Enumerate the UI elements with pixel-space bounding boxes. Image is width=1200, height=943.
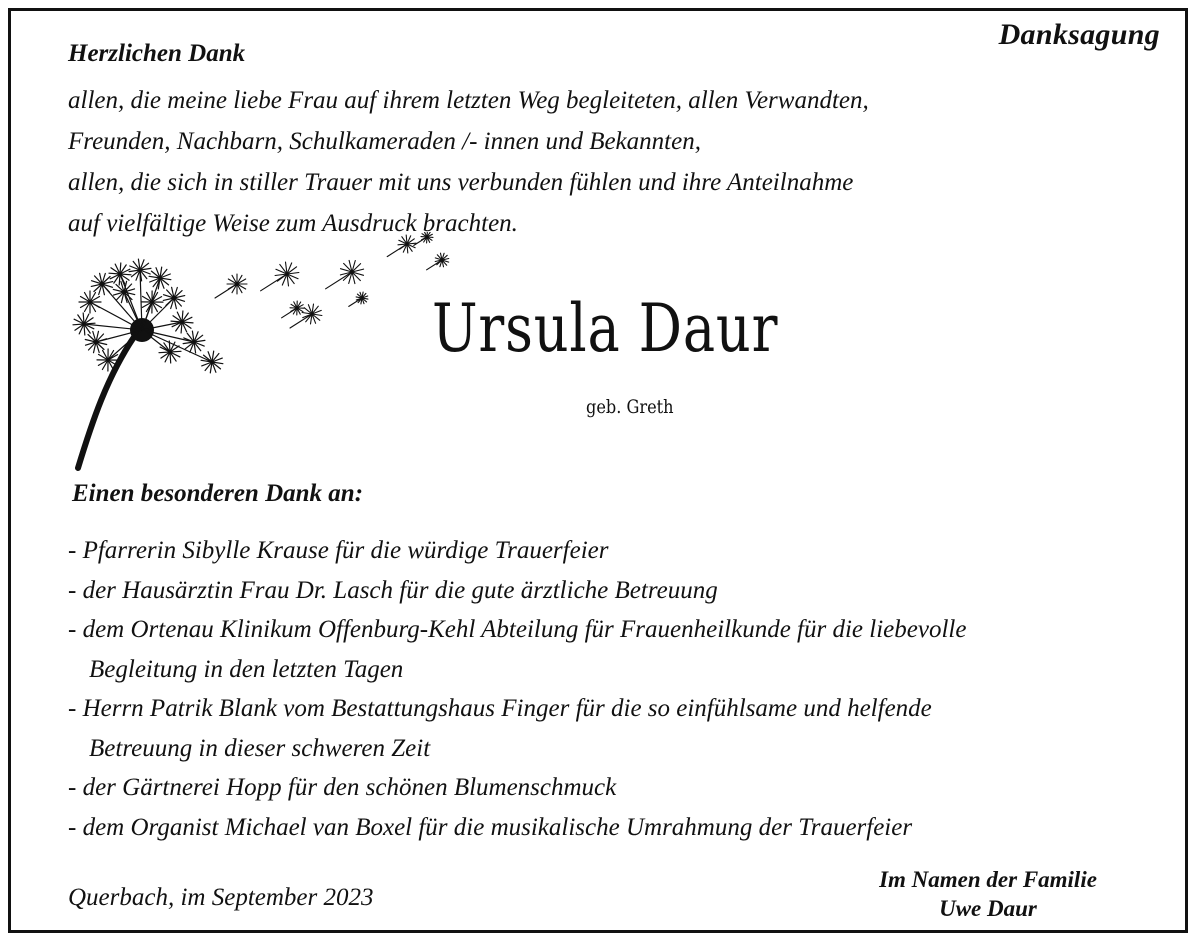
signature-line: Im Namen der Familie	[879, 867, 1097, 892]
intro-line: allen, die meine liebe Frau auf ihrem letzten Weg begleiteten, allen Verwandten,	[68, 87, 869, 114]
signature-name: Uwe Daur	[939, 896, 1037, 921]
place-date: Querbach, im September 2023	[68, 884, 374, 911]
deceased-name: Ursula Daur	[432, 290, 779, 367]
thanks-item-continuation: Betreuung in dieser schweren Zeit	[89, 734, 431, 762]
thanks-item: - der Hausärztin Frau Dr. Lasch für die gute ärztliche Betreuung	[68, 576, 718, 604]
thanks-item: - der Gärtnerei Hopp für den schönen Blumenschmuck	[68, 774, 617, 801]
intro-line: allen, die sich in stiller Trauer mit uns verbunden fühlen und ihre Anteilnahme	[68, 169, 854, 196]
special-thanks-heading: Einen besonderen Dank an:	[72, 480, 364, 507]
thanks-item: - dem Ortenau Klinikum Offenburg-Kehl Abteilung für Frauenheilkunde für die liebevolle	[68, 616, 967, 643]
intro-line: Freunden, Nachbarn, Schulkameraden /- innen und Bekannten,	[68, 128, 701, 155]
intro-text	[68, 80, 869, 244]
announcement-type: Danksagung	[998, 18, 1160, 51]
signature	[838, 865, 1138, 923]
intro-heading: Herzlichen Dank	[68, 40, 246, 67]
thanks-item: - dem Organist Michael van Boxel für die musikalische Umrahmung der Trauerfeier	[68, 813, 913, 841]
thanks-item: - Pfarrerin Sibylle Krause für die würdige Trauerfeier	[68, 537, 609, 564]
thanks-item: - Herrn Patrik Blank vom Bestattungshaus Finger für die so einfühlsame und helfende	[68, 695, 932, 722]
intro-line: auf vielfältige Weise zum Ausdruck brachten.	[68, 210, 518, 237]
maiden-name: geb. Greth	[586, 396, 674, 418]
special-thanks-list	[68, 531, 966, 847]
thanks-item-continuation: Begleitung in den letzten Tagen	[89, 655, 404, 683]
dandelion-icon	[62, 232, 482, 472]
